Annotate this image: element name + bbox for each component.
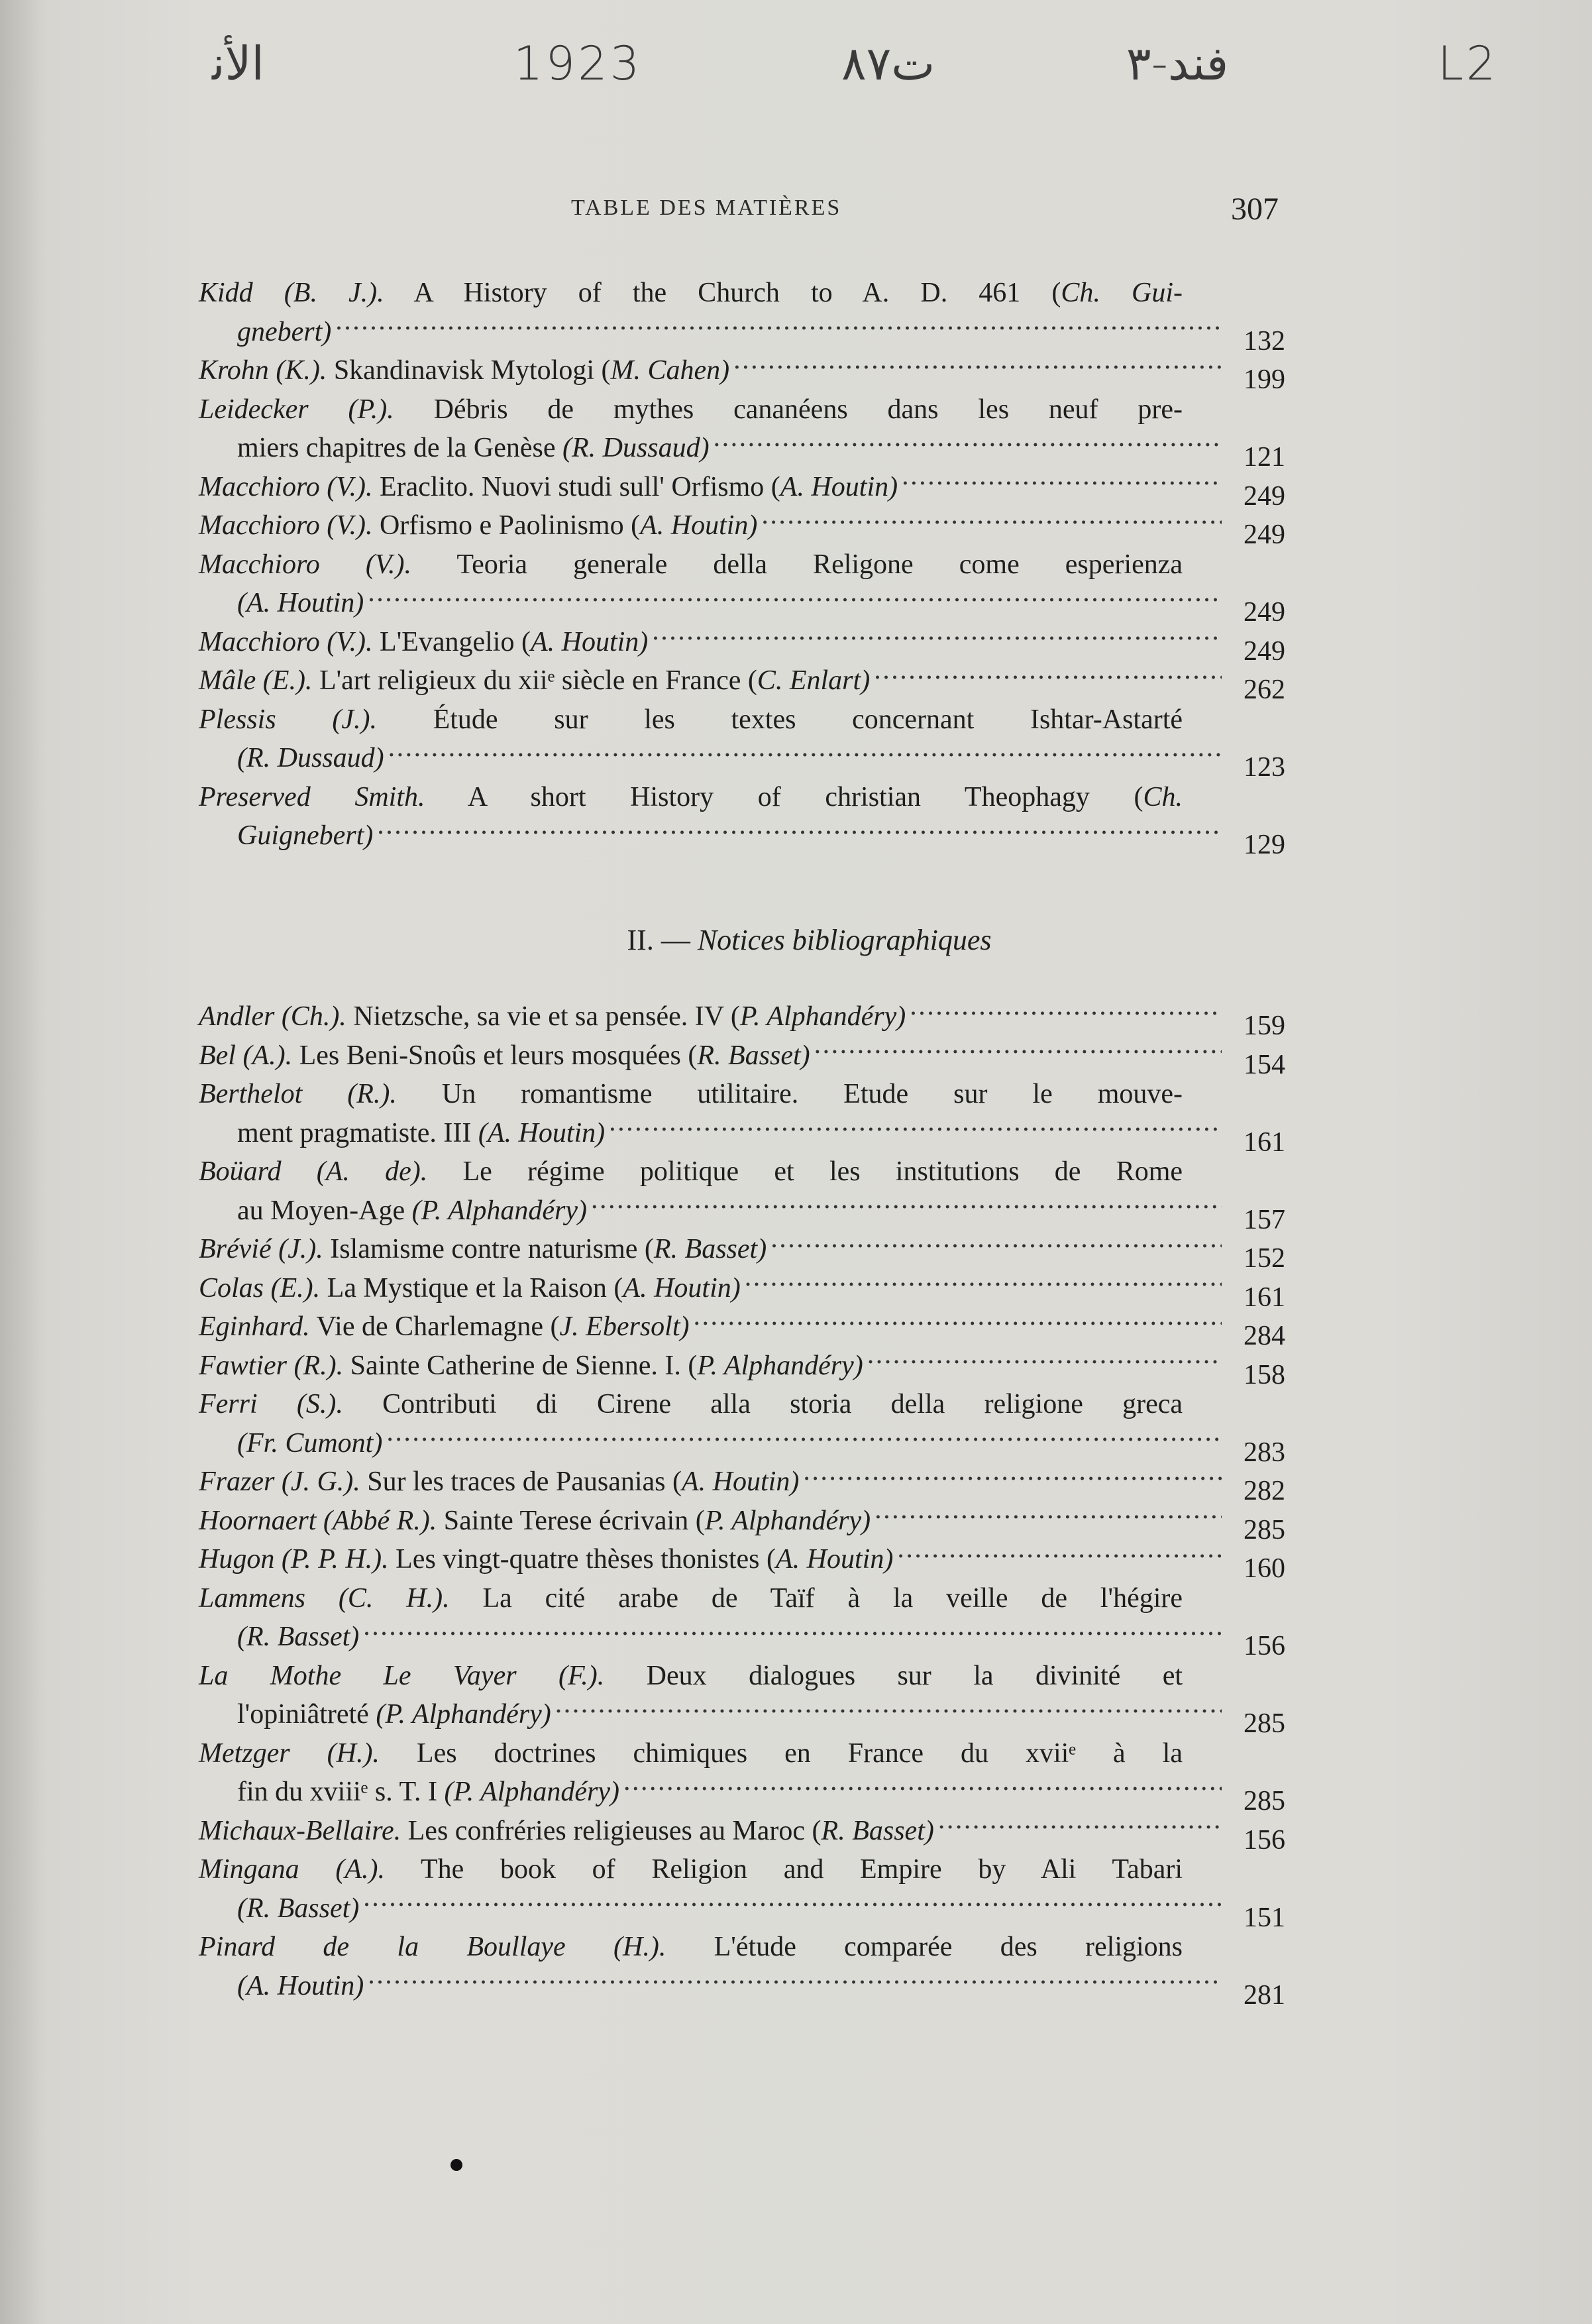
- entry-page: 282: [1244, 1476, 1285, 1506]
- entry-page: 156: [1244, 1631, 1285, 1661]
- entry-reviewer: Ch.: [1143, 781, 1183, 812]
- entry-author: Berthelot: [199, 1079, 303, 1109]
- toc-entry: [199, 623, 1285, 667]
- toc-entry: [199, 1579, 1285, 1661]
- entry-author: Macchioro: [199, 549, 320, 580]
- entry-initials: (P. P. H.).: [281, 1544, 389, 1575]
- entry-initials: (H.).: [327, 1738, 380, 1769]
- toc-entry: [199, 1734, 1285, 1816]
- entry-title: The book of Religion and Empire by Ali Tabari: [420, 1854, 1183, 1885]
- entry-title: Les confréries religieuses au Maroc (: [407, 1815, 822, 1846]
- dot-leader: [897, 1540, 1222, 1568]
- toc-entry: [199, 390, 1285, 472]
- entry-initials: (A.).: [335, 1854, 385, 1885]
- entry-reviewer: (A. Houtin): [478, 1117, 606, 1148]
- toc-entry: [199, 1657, 1285, 1739]
- toc-entry: [199, 700, 1285, 783]
- handwritten-note-1: ﺍﻷﻧ: [212, 36, 264, 91]
- toc-entry-line: [199, 1850, 1285, 1889]
- dot-leader: [814, 1036, 1222, 1064]
- toc-entry-line: [199, 1502, 1285, 1545]
- toc-entry-line: [199, 506, 1285, 550]
- entry-author: La Mothe Le Vayer: [199, 1660, 517, 1691]
- toc-entry-line: [199, 1230, 1285, 1274]
- entry-title: A short History of christian Theophagy (: [467, 781, 1143, 812]
- toc-entry: [199, 1036, 1285, 1080]
- toc-entry: [199, 1075, 1285, 1158]
- toc-entry-line: [199, 1307, 1285, 1351]
- entry-initials: (V.).: [327, 626, 373, 657]
- entry-page: 281: [1244, 1979, 1285, 2011]
- toc-entry-continuation: [199, 1424, 1285, 1468]
- toc-entry-line: [199, 1812, 1285, 1855]
- dot-leader: [652, 623, 1222, 651]
- entry-title: La Mystique et la Raison (: [327, 1272, 623, 1303]
- toc-entry: [199, 1540, 1285, 1584]
- entry-initials: (A. de).: [316, 1156, 428, 1187]
- toc-entry-line: [199, 1463, 1285, 1506]
- entry-author: Eginhard.: [199, 1311, 310, 1342]
- entry-author: Brévié: [199, 1234, 272, 1264]
- entry-continuation-text: miers chapitres de la Genèse (R. Dussaud): [237, 433, 710, 463]
- dot-leader: [874, 661, 1222, 689]
- entry-reviewer: A. Houtin): [682, 1466, 800, 1497]
- entry-reviewer: A. Houtin): [640, 510, 758, 541]
- entry-author: Frazer: [199, 1466, 275, 1497]
- toc-entry-text: [199, 997, 906, 1036]
- entry-title: L'Evangelio (: [379, 626, 531, 657]
- toc-entry-line: [199, 623, 1285, 667]
- dot-leader: [609, 1114, 1222, 1142]
- toc-entry-text: [199, 700, 1183, 740]
- entry-author: Macchioro: [199, 471, 320, 502]
- entry-page: 249: [1244, 520, 1285, 550]
- entry-reviewer: (R. Dussaud): [237, 743, 384, 773]
- dot-leader: [745, 1269, 1222, 1297]
- dot-leader: [733, 351, 1222, 379]
- entry-title: Étude sur les textes concernant Ishtar-Astarté: [433, 704, 1183, 735]
- toc-entry-text: [199, 1734, 1183, 1773]
- entry-continuation-text: [237, 816, 373, 856]
- toc-entry: [199, 1463, 1285, 1506]
- dot-leader: [386, 1424, 1222, 1452]
- toc-entry-text: [199, 1230, 767, 1269]
- toc-entry: [199, 778, 1285, 860]
- toc-entry-line: [199, 1734, 1285, 1773]
- toc-entry-line: [199, 778, 1285, 817]
- entry-title: L'art religieux du xiiᵉ siècle en France (: [319, 665, 757, 696]
- entry-page: 249: [1244, 597, 1285, 628]
- toc-entry-text: [199, 1502, 871, 1541]
- entry-title: Les Beni-Snoûs et leurs mosquées (: [299, 1040, 698, 1071]
- entry-reviewer: C. Enlart): [757, 665, 871, 696]
- ink-dot-mark: [451, 2159, 462, 2171]
- entry-author: Lammens: [199, 1582, 306, 1614]
- toc-entry-text: [199, 1385, 1183, 1424]
- entry-author: Plessis: [199, 704, 276, 735]
- entry-title: Nietzsche, sa vie et sa pensée. IV (: [353, 1001, 740, 1032]
- toc-list-part2: [199, 997, 1285, 2011]
- entry-continuation-text: [237, 584, 364, 623]
- dot-leader: [875, 1502, 1222, 1529]
- entry-page: 199: [1244, 364, 1285, 395]
- entry-reviewer: Ch. Gui-: [1061, 278, 1183, 308]
- toc-entry-continuation: [199, 584, 1285, 628]
- entry-reviewer: J. Ebersolt): [559, 1311, 690, 1342]
- toc-entry-text: [199, 1269, 741, 1308]
- entry-reviewer: R. Basset): [697, 1040, 810, 1071]
- entry-page: 121: [1244, 442, 1285, 472]
- entry-page: 159: [1244, 1011, 1285, 1041]
- toc-entry-text: [199, 545, 1183, 584]
- toc-entry-continuation: [199, 429, 1285, 472]
- entry-page: 154: [1244, 1049, 1285, 1080]
- entry-initials: (R.).: [293, 1350, 344, 1381]
- entry-initials: (C. H.).: [338, 1582, 450, 1614]
- entry-initials: (K.).: [276, 355, 327, 386]
- toc-entry: [199, 1928, 1285, 2011]
- toc-entry: [199, 468, 1285, 512]
- entry-title: Sainte Catherine de Sienne. I. (: [350, 1350, 698, 1381]
- toc-entry-continuation: [199, 313, 1285, 357]
- toc-entry-line: [199, 351, 1285, 395]
- toc-list-part1: [199, 274, 1285, 860]
- toc-entry-line: [199, 1928, 1285, 1967]
- entry-title: Sainte Terese écrivain (: [443, 1505, 705, 1536]
- entry-title: Sur les traces de Pausanias (: [367, 1466, 682, 1497]
- entry-continuation-text: fin du xviiiᵉ s. T. I (P. Alphandéry): [237, 1777, 619, 1807]
- entry-page: 156: [1244, 1824, 1285, 1855]
- toc-entry: [199, 351, 1285, 395]
- entry-title: La cité arabe de Taïf à la veille de l'hégire: [482, 1582, 1183, 1614]
- dot-leader: [803, 1463, 1222, 1490]
- toc-entry-text: [199, 1307, 689, 1347]
- entry-author: Fawtier: [199, 1350, 287, 1381]
- entry-author: Krohn: [199, 355, 269, 386]
- entry-initials: (H.).: [613, 1932, 666, 1962]
- toc-entry-text: [199, 1540, 893, 1579]
- toc-entry-line: [199, 1540, 1285, 1584]
- entry-title: Eraclito. Nuovi studi sull' Orfismo (: [379, 471, 780, 502]
- entry-reviewer: (Fr. Cumont): [237, 1427, 383, 1459]
- entry-author: Macchioro: [199, 510, 320, 541]
- dot-leader: [770, 1230, 1222, 1258]
- toc-entry-text: [199, 1812, 934, 1851]
- toc-entry-text: [199, 1036, 810, 1076]
- toc-entry: [199, 1850, 1285, 1933]
- entry-reviewer: M. Cahen): [610, 355, 730, 386]
- entry-reviewer: P. Alphandéry): [697, 1350, 863, 1381]
- entry-reviewer: P. Alphandéry): [739, 1001, 906, 1032]
- section-title: Notices bibliographiques: [697, 924, 992, 956]
- toc-entry-line: [199, 1657, 1285, 1696]
- entry-author: Michaux-Bellaire.: [199, 1815, 401, 1846]
- toc-entry-text: [199, 661, 870, 700]
- entry-page: 160: [1244, 1553, 1285, 1584]
- entry-initials: (P.).: [348, 394, 394, 425]
- dot-leader: [693, 1307, 1222, 1335]
- entry-reviewer: A. Houtin): [776, 1544, 894, 1575]
- dot-leader: [368, 1967, 1222, 1995]
- entry-title: Un romantisme utilitaire. Etude sur le mouve-: [441, 1079, 1183, 1109]
- toc-entry-continuation: [199, 816, 1285, 860]
- handwritten-note-4: ﻓﻨﺪ-٣: [1126, 36, 1229, 91]
- entry-title: Débris de mythes cananéens dans les neuf pre-: [433, 394, 1183, 425]
- dot-leader: [938, 1812, 1222, 1840]
- entry-page: 285: [1244, 1786, 1285, 1816]
- section-heading: [0, 923, 1592, 957]
- entry-continuation-text: l'opiniâtreté (P. Alphandéry): [237, 1699, 551, 1730]
- toc-entry-line: [199, 997, 1285, 1041]
- dot-leader: [555, 1695, 1222, 1723]
- dot-leader: [368, 584, 1222, 612]
- entry-author: Leidecker: [199, 394, 309, 425]
- entry-reviewer: R. Basset): [821, 1815, 934, 1846]
- entry-reviewer: (P. Alphandéry): [444, 1777, 619, 1807]
- dot-leader: [867, 1347, 1222, 1374]
- entry-initials: (J.).: [278, 1234, 323, 1264]
- entry-title: Les doctrines chimiques en France du xviiᵉ à la: [416, 1738, 1183, 1769]
- dot-leader: [910, 997, 1222, 1025]
- entry-page: 284: [1244, 1321, 1285, 1351]
- toc-entry-continuation: [199, 1695, 1285, 1739]
- toc-entry-continuation: [199, 1773, 1285, 1816]
- page-number: 307: [1231, 192, 1279, 227]
- entry-initials: (E.).: [262, 665, 313, 696]
- dot-leader: [363, 1618, 1222, 1645]
- entry-reviewer: (A. Houtin): [237, 588, 364, 618]
- entry-author: Boüard: [199, 1156, 282, 1187]
- toc-entry-line: [199, 1269, 1285, 1313]
- entry-initials: (J.).: [332, 704, 377, 735]
- entry-page: 262: [1244, 675, 1285, 705]
- entry-title: Orfismo e Paolinismo (: [379, 510, 641, 541]
- entry-reviewer: R. Basset): [653, 1234, 767, 1264]
- toc-entry-text: [199, 1463, 799, 1502]
- entry-initials: (V.).: [365, 549, 412, 580]
- entry-initials: (E.).: [270, 1272, 321, 1303]
- entry-page: 283: [1244, 1437, 1285, 1468]
- toc-entry: [199, 997, 1285, 1041]
- section-number: II. —: [627, 924, 690, 956]
- entry-initials: (J. G.).: [281, 1466, 360, 1497]
- dot-leader: [761, 506, 1222, 534]
- toc-entry-text: [199, 506, 757, 545]
- handwritten-note-3: ﺕ٨٧: [841, 36, 935, 91]
- toc-entry-text: [199, 623, 648, 662]
- entry-author: Hugon: [199, 1544, 275, 1575]
- toc-entry: [199, 1152, 1285, 1235]
- entry-page: 151: [1244, 1902, 1285, 1933]
- toc-entry-line: [199, 390, 1285, 429]
- entry-page: 161: [1244, 1127, 1285, 1158]
- toc-entry-text: [199, 1075, 1183, 1114]
- entry-reviewer: Guignebert): [237, 820, 374, 851]
- entry-title: Skandinavisk Mytologi (: [333, 355, 611, 386]
- entry-continuation-text: [237, 1424, 382, 1463]
- toc-entry-line: [199, 1385, 1285, 1424]
- entry-initials: (V.).: [327, 471, 373, 502]
- entry-author: Colas: [199, 1272, 264, 1303]
- toc-entry: [199, 1347, 1285, 1390]
- toc-entry: [199, 545, 1285, 628]
- entry-author: Bel: [199, 1040, 236, 1071]
- toc-entry-line: [199, 1579, 1285, 1618]
- toc-entry-text: [199, 390, 1183, 429]
- toc-entry-continuation: [199, 1967, 1285, 2011]
- entry-author: Andler: [199, 1001, 275, 1032]
- toc-entry-line: [199, 1347, 1285, 1390]
- entry-page: 249: [1244, 480, 1285, 512]
- entry-author: Metzger: [199, 1738, 290, 1769]
- entry-initials: (R.).: [347, 1079, 397, 1109]
- handwritten-note-2: 1923: [513, 36, 643, 91]
- entry-title: Islamisme contre naturisme (: [330, 1234, 654, 1264]
- toc-entry-text: [199, 351, 729, 390]
- toc-entry-line: [199, 274, 1285, 313]
- toc-entry: [199, 1269, 1285, 1313]
- toc-entry-text: [199, 468, 898, 507]
- entry-title: A History of the Church to A. D. 461 (: [413, 278, 1061, 308]
- entry-continuation-text: [237, 313, 331, 352]
- dot-leader: [335, 313, 1222, 341]
- entry-page: 158: [1244, 1359, 1285, 1390]
- entry-reviewer: A. Houtin): [623, 1272, 741, 1303]
- toc-entry-text: [199, 1152, 1183, 1191]
- entry-title: Le régime politique et les institutions de Rome: [462, 1156, 1183, 1187]
- toc-entry: [199, 274, 1285, 357]
- entry-page: 249: [1244, 636, 1285, 667]
- toc-entry-line: [199, 661, 1285, 705]
- toc-entry: [199, 1307, 1285, 1351]
- entry-title: Les vingt-quatre thèses thonistes (: [396, 1544, 776, 1575]
- entry-continuation-text: [237, 1967, 364, 2006]
- entry-reviewer: (R. Basset): [237, 1622, 360, 1652]
- toc-entry-text: [199, 1347, 863, 1386]
- entry-author: Ferri: [199, 1389, 258, 1419]
- entry-author: Preserved Smith.: [199, 781, 425, 812]
- toc-entry-text: [199, 1579, 1183, 1618]
- entry-title: L'étude comparée des religions: [714, 1932, 1183, 1962]
- entry-author: Pinard de la Boullaye: [199, 1932, 566, 1962]
- entry-author: Macchioro: [199, 626, 320, 657]
- entry-author: Kidd: [199, 278, 253, 308]
- entry-page: 152: [1244, 1243, 1285, 1274]
- entry-reviewer: (R. Basset): [237, 1893, 360, 1924]
- entry-page: 285: [1244, 1708, 1285, 1739]
- toc-entry-continuation: [199, 1114, 1285, 1158]
- toc-entry: [199, 1385, 1285, 1468]
- entry-initials: (B. J.).: [284, 278, 384, 308]
- toc-entry-continuation: [199, 739, 1285, 783]
- entry-title: Contributi di Cirene alla storia della religione greca: [382, 1389, 1183, 1419]
- entry-continuation-text: ment pragmatiste. III (A. Houtin): [237, 1117, 606, 1148]
- toc-entry-line: [199, 700, 1285, 740]
- entry-continuation-text: [237, 739, 384, 778]
- entry-initials: (Ch.).: [281, 1001, 346, 1032]
- entry-initials: (Abbé R.).: [323, 1505, 437, 1536]
- toc-entry-continuation: [199, 1889, 1285, 1933]
- entry-initials: (F.).: [558, 1660, 605, 1691]
- entry-reviewer: (P. Alphandéry): [411, 1195, 588, 1226]
- entry-author: Mingana: [199, 1854, 299, 1885]
- entry-reviewer: (A. Houtin): [237, 1970, 364, 2001]
- toc-entry-text: [199, 274, 1183, 313]
- toc-entry-text: [199, 778, 1183, 817]
- dot-leader: [623, 1773, 1222, 1800]
- dot-leader: [363, 1889, 1222, 1917]
- toc-entry-line: [199, 1152, 1285, 1191]
- toc-entry: [199, 1502, 1285, 1545]
- entry-reviewer: gnebert): [237, 316, 332, 347]
- toc-entry-continuation: [199, 1618, 1285, 1661]
- entry-initials: (A.).: [242, 1040, 293, 1071]
- entry-reviewer: (P. Alphandéry): [376, 1699, 551, 1730]
- toc-entry-continuation: [199, 1191, 1285, 1235]
- entry-page: 123: [1244, 752, 1285, 783]
- entry-page: 161: [1244, 1282, 1285, 1313]
- handwritten-note-5: L2: [1438, 36, 1499, 91]
- toc-entry-text: [199, 1928, 1183, 1967]
- dot-leader: [388, 739, 1222, 767]
- entry-reviewer: (R. Dussaud): [562, 433, 710, 463]
- entry-author: Hoornaert: [199, 1505, 317, 1536]
- dot-leader: [591, 1191, 1222, 1219]
- entry-initials: (S.).: [296, 1389, 343, 1419]
- dot-leader: [377, 816, 1222, 844]
- toc-entry-line: [199, 1075, 1285, 1114]
- running-header-title: TABLE DES MATIÈRES: [571, 195, 842, 220]
- dot-leader: [714, 429, 1222, 457]
- toc-entry: [199, 1812, 1285, 1855]
- dot-leader: [902, 468, 1222, 496]
- entry-author: Mâle: [199, 665, 256, 696]
- entry-continuation-text: au Moyen-Age (P. Alphandéry): [237, 1195, 588, 1226]
- toc-entry-line: [199, 545, 1285, 584]
- entry-page: 132: [1244, 325, 1285, 357]
- entry-reviewer: A. Houtin): [780, 471, 898, 502]
- entry-continuation-text: [237, 1889, 359, 1928]
- toc-entry-line: [199, 1036, 1285, 1080]
- entry-reviewer: P. Alphandéry): [704, 1505, 871, 1536]
- entry-page: 285: [1244, 1514, 1285, 1545]
- entry-title: Teoria generale della Religone come esperienza: [456, 549, 1183, 580]
- toc-entry: [199, 1230, 1285, 1274]
- entry-initials: (V.).: [327, 510, 373, 541]
- toc-entry: [199, 506, 1285, 550]
- entry-page: 129: [1244, 830, 1285, 860]
- entry-page: 157: [1244, 1204, 1285, 1235]
- toc-entry: [199, 661, 1285, 705]
- toc-entry-line: [199, 468, 1285, 512]
- toc-entry-text: [199, 1850, 1183, 1889]
- entry-continuation-text: [237, 1618, 359, 1657]
- entry-title: Deux dialogues sur la divinité et: [646, 1660, 1183, 1691]
- entry-reviewer: A. Houtin): [530, 626, 649, 657]
- toc-entry-text: [199, 1657, 1183, 1696]
- entry-title: Vie de Charlemagne (: [316, 1311, 560, 1342]
